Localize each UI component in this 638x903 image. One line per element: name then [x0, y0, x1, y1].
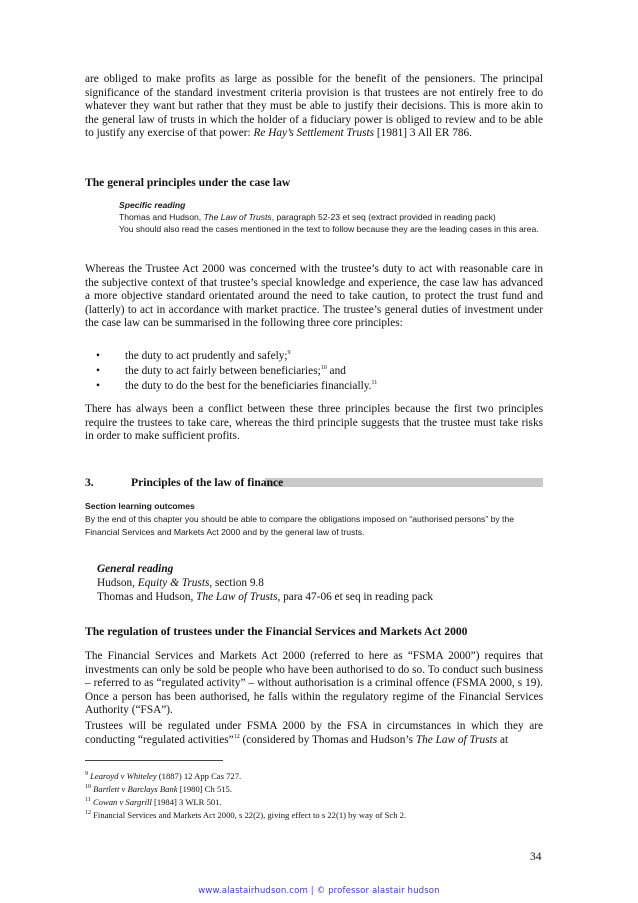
specific-reading-line2: You should also read the cases mentioned in the text to follow because they are the leading cases in this area.: [119, 224, 539, 235]
learning-outcomes: [85, 500, 543, 539]
footnote: $^{12}$ Financial Services and Markets Act 2000, s 22(2), giving effect to s 22(1) by way of Sch 2.: [85, 810, 407, 820]
section-heading-case-law: The general principles under the case law: [85, 176, 291, 189]
footnote: $^{11}$ Cowan v Sargrill [1984] 3 WLR 501.: [85, 797, 222, 807]
footnote: $^{10}$ Bartlett v Barclays Bank [1980] Ch 515.: [85, 784, 232, 794]
general-reading: [97, 563, 537, 604]
general-reading-title: General reading: [97, 563, 174, 575]
footer-link[interactable]: www.alastairhudson.com | © professor alastair hudson: [198, 886, 440, 896]
footnote-ref: 10: [320, 365, 327, 372]
bullet-icon: •: [96, 380, 100, 392]
list-item: • the duty to do the best for the beneficiaries financially.$^{11}$: [96, 380, 378, 392]
specific-reading-title: Specific reading: [119, 200, 186, 210]
bullet-icon: •: [96, 365, 100, 377]
list-item: • the duty to act prudently and safely;$^9$: [96, 350, 291, 362]
fsma-subheading: The regulation of trustees under the Financial Services and Markets Act 2000: [85, 625, 468, 638]
specific-reading-box: [119, 199, 544, 236]
fsma-paragraph-2: Trustees will be regulated under FSMA 2000 by the FSA in circumstances in which they are conducting “regulated activities”$^{12}$ (considered by Thomas and Hudson’s The Law of Trusts at: [85, 720, 543, 746]
footnote: $^9$ Learoyd v Whiteley (1887) 12 App Cas 727.: [85, 771, 242, 781]
intro-paragraph: are obliged to make profits as large as possible for the benefit of the pensioners. The principal significance of the standard investment criteria provision is that trustees are not entirely free to do whatever they want but rather that they must be able to justify their decisions. This is more akin to the general law of trusts in which the holder of a fiduciary power is obliged to review and to be able to justify any exercise of that power: Re Hay’s Settlement Trusts [1981] 3 All ER 786.: [85, 73, 543, 140]
bullet-icon: •: [96, 350, 100, 362]
section-number: 3.: [85, 476, 94, 489]
core-principles-list: [96, 349, 536, 394]
list-item: • the duty to act fairly between beneficiaries;$^{10}$ and: [96, 365, 346, 377]
conflict-paragraph: There has always been a conflict between these three principles because the first two principles require the trustees to take care, whereas the third principle suggests that the trustee must take risks in order to make sufficient profits.: [85, 403, 543, 443]
section-bar-shading: [265, 478, 543, 487]
footnote-ref: 9: [287, 350, 291, 357]
case-law-paragraph: Whereas the Trustee Act 2000 was concerned with the trustee’s duty to act with reasonable care in the subjective context of that trustee’s special knowledge and experience, the case law has advanced a more objective standard orientated around the need to take caution, to protect the trust fund and (latterly) to act in accordance with market practice. The trustee’s general duties of investment under the case law can be summarised in the following three core principles:: [85, 263, 543, 330]
general-reading-line2: Thomas and Hudson, The Law of Trusts, para 47-06 et seq in reading pack: [97, 590, 434, 603]
learning-outcomes-text: By the end of this chapter you should be able to compare the obligations imposed on “authorised persons” by the Financial Services and Markets Act 2000 and by the general law of trusts.: [85, 514, 514, 537]
fsma-paragraph-1: The Financial Services and Markets Act 2000 (referred to here as “FSMA 2000”) requires that investments can only be sold be people who have been authorised to do so. To conduct such business – referred to as “regulated activity” – without authorisation is a criminal offence (FSMA 2000, s 19). Once a person has been authorised, he falls within the regulatory regime of the Financial Services Authority (“FSA”).: [85, 650, 543, 717]
section-3-heading-bar: [85, 476, 543, 490]
specific-reading-line1: Thomas and Hudson, The Law of Trusts, paragraph 52-23 et seq (extract provided in reading pack): [119, 212, 496, 223]
learning-outcomes-title: Section learning outcomes: [85, 501, 195, 511]
footnote-ref: 11: [371, 380, 378, 387]
footnote-ref: 12: [233, 733, 240, 740]
case-name: Re Hay’s Settlement Trusts: [253, 127, 375, 140]
footnote-divider: [85, 760, 223, 761]
page-number: 34: [530, 851, 542, 863]
section-title: Principles of the law of finance: [131, 476, 284, 489]
footnotes: [85, 770, 543, 822]
general-reading-line1: Hudson, Equity & Trusts, section 9.8: [97, 576, 264, 589]
